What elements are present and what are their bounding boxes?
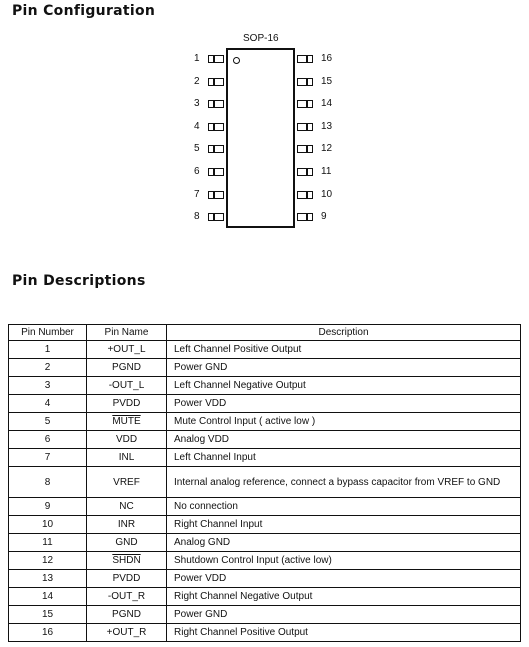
pin-name-cell (87, 552, 167, 570)
pin-name-cell (87, 449, 167, 467)
pin-number-cell-text: 12 (41, 555, 54, 566)
pin-number-cell-text: 9 (44, 501, 51, 512)
header-pin-name: Pin Name (87, 325, 167, 341)
pin-descriptions-heading: Pin Descriptions (12, 273, 146, 289)
pin-number-cell-text: 14 (41, 591, 54, 602)
pin-lead-icon (297, 78, 313, 86)
pin-name-cell-text: +OUT_R (106, 627, 147, 638)
pin-lead-icon (297, 168, 313, 176)
pin-number-left: 8 (194, 211, 200, 223)
table-header-row (9, 325, 521, 341)
pin-number-cell-text: 8 (44, 476, 51, 488)
pin-lead-icon (208, 55, 224, 63)
pin-description-cell (167, 341, 521, 359)
table-row (9, 467, 521, 498)
pin-description-cell-text: Mute Control Input ( active low ) (174, 416, 316, 427)
header-description: Description (167, 325, 521, 341)
pin-number-cell (9, 413, 87, 431)
pin-description-cell (167, 431, 521, 449)
table-row (9, 359, 521, 377)
table-row (9, 377, 521, 395)
table-row (9, 606, 521, 624)
pin-name-cell-text: VDD (115, 434, 138, 445)
pin-description-cell (167, 395, 521, 413)
pin-number-cell (9, 431, 87, 449)
pin-name-cell-text: -OUT_R (107, 591, 146, 602)
pin-name-cell (87, 534, 167, 552)
pin-lead-icon (297, 100, 313, 108)
pin-number-right: 14 (321, 98, 333, 110)
table-row (9, 395, 521, 413)
pin-number-right: 16 (321, 53, 333, 64)
pin-number-right: 15 (321, 75, 333, 87)
pin-descriptions-table (8, 324, 521, 642)
pin-number-cell-text: 13 (41, 573, 54, 584)
pin-number-right: 12 (321, 143, 333, 155)
table-row (9, 516, 521, 534)
pin-number-cell (9, 498, 87, 516)
pin-description-cell (167, 570, 521, 588)
pin-lead-icon (208, 168, 224, 176)
pin-name-cell (87, 516, 167, 534)
pin-number-cell (9, 516, 87, 534)
pin-description-cell-text: Power GND (174, 609, 228, 620)
table-row (9, 570, 521, 588)
pin-name-cell-text: VREF (113, 476, 140, 488)
pin-name-cell-text: PGND (112, 362, 141, 373)
pin-description-cell-text: Power GND (174, 362, 228, 373)
table-row (9, 449, 521, 467)
pin-number-right: 9 (321, 211, 327, 223)
pin-description-cell-text: Right Channel Positive Output (174, 627, 308, 638)
pin-number-cell-text: 4 (44, 398, 51, 409)
pin-description-cell (167, 449, 521, 467)
pin-description-cell-text: Left Channel Negative Output (174, 380, 306, 391)
pin-description-cell (167, 498, 521, 516)
pin-name-cell-text: INL (118, 452, 135, 463)
pin-description-cell-text: Internal analog reference, connect a bypass capacitor from VREF to GND (174, 476, 501, 488)
pin-name-cell-text: -OUT_L (108, 380, 145, 391)
pin-description-cell (167, 467, 521, 498)
pin-number-cell-text: 15 (41, 609, 54, 620)
pin-number-cell-text: 16 (41, 627, 54, 638)
pin-lead-icon (297, 145, 313, 153)
pin-description-cell (167, 588, 521, 606)
pin-number-right: 11 (321, 166, 332, 177)
package-label: SOP-16 (243, 33, 279, 44)
pin-description-cell-text: Analog GND (174, 537, 231, 548)
pin-name-cell-text: INR (117, 519, 136, 530)
pin-description-cell-text: No connection (174, 501, 238, 512)
pin-number-cell (9, 377, 87, 395)
table-row (9, 552, 521, 570)
pin-number-cell (9, 588, 87, 606)
pin-number-left: 2 (194, 75, 200, 87)
pin-lead-icon (208, 78, 224, 86)
pin-configuration-heading: Pin Configuration (12, 3, 156, 19)
pin-lead-icon (208, 191, 224, 199)
pin-number-cell (9, 395, 87, 413)
pin-description-cell (167, 377, 521, 395)
pin-number-cell-text: 6 (44, 434, 51, 445)
pin-description-cell-text: Left Channel Positive Output (174, 344, 302, 355)
pin-number-cell-text: 10 (41, 519, 54, 530)
pin-description-cell (167, 624, 521, 642)
pin-lead-icon (208, 100, 224, 108)
pin-name-cell-text: PGND (112, 609, 141, 620)
pin-description-cell-text: Right Channel Negative Output (174, 591, 313, 602)
pin-name-cell (87, 341, 167, 359)
pin-lead-icon (208, 145, 224, 153)
pin-number-cell (9, 341, 87, 359)
pin-number-cell (9, 570, 87, 588)
pin-name-cell-text: +OUT_L (107, 344, 146, 355)
pin-description-cell-text: Shutdown Control Input (active low) (174, 555, 332, 566)
pin-name-cell-text: PVDD (112, 398, 141, 409)
pin-name-cell-text: PVDD (112, 573, 141, 584)
pin-lead-icon (208, 213, 224, 221)
pin-description-cell (167, 552, 521, 570)
pin-number-cell (9, 359, 87, 377)
pin-number-cell (9, 606, 87, 624)
pin-number-cell-text: 11 (42, 537, 53, 548)
pin-number-cell-text: 2 (44, 362, 51, 373)
pin-number-left: 4 (194, 120, 200, 132)
pin-lead-icon (208, 123, 224, 131)
pin-number-cell-text: 1 (44, 344, 51, 355)
pin-number-right: 10 (321, 188, 333, 200)
pin-name-cell (87, 467, 167, 498)
pin-name-cell (87, 359, 167, 377)
pin-name-cell (87, 413, 167, 431)
pin-name-cell-text: MUTE (112, 416, 141, 427)
pin-name-cell (87, 624, 167, 642)
pin-number-left: 6 (194, 166, 200, 177)
pin-number-cell (9, 552, 87, 570)
pin-description-cell-text: Right Channel Input (174, 519, 263, 530)
table-row (9, 413, 521, 431)
pin-name-cell (87, 606, 167, 624)
header-pin-number: Pin Number (9, 325, 87, 341)
pin-name-cell (87, 588, 167, 606)
pin-description-cell (167, 516, 521, 534)
pin-number-left: 5 (194, 143, 200, 155)
pin-name-cell-text: SHDN (112, 555, 141, 566)
table-row (9, 498, 521, 516)
table-row (9, 431, 521, 449)
pin-name-cell-text: GND (115, 537, 138, 548)
pin-lead-icon (297, 55, 313, 63)
pin-name-cell (87, 377, 167, 395)
pin-number-right: 13 (321, 120, 333, 132)
table-row (9, 534, 521, 552)
pin-name-cell (87, 431, 167, 449)
pin-name-cell (87, 498, 167, 516)
ic-body (226, 48, 295, 228)
pin-name-cell (87, 570, 167, 588)
pin-number-cell-text: 7 (44, 452, 51, 463)
pin-description-cell-text: Power VDD (174, 398, 227, 409)
pin-description-cell-text: Analog VDD (174, 434, 230, 445)
pin-lead-icon (297, 123, 313, 131)
table-row (9, 588, 521, 606)
pin-number-left: 7 (194, 188, 200, 200)
pin-description-cell (167, 606, 521, 624)
pin-number-cell-text: 3 (44, 380, 51, 391)
pin-number-cell (9, 624, 87, 642)
pin-lead-icon (297, 191, 313, 199)
pin-name-cell (87, 395, 167, 413)
pin-number-cell (9, 534, 87, 552)
pin-number-cell (9, 467, 87, 498)
pin-description-cell (167, 359, 521, 377)
table-row (9, 624, 521, 642)
pin1-marker-icon (233, 57, 240, 64)
ic-package-diagram (0, 0, 529, 240)
pin-description-cell (167, 413, 521, 431)
pin-name-cell-text: NC (119, 501, 134, 512)
pin-description-cell-text: Left Channel Input (174, 452, 256, 463)
table-row (9, 341, 521, 359)
pin-description-cell (167, 534, 521, 552)
pin-number-left: 3 (194, 98, 200, 110)
pin-number-cell (9, 449, 87, 467)
pin-lead-icon (297, 213, 313, 221)
pin-number-left: 1 (194, 53, 200, 64)
pin-description-cell-text: Power VDD (174, 573, 227, 584)
pin-number-cell-text: 5 (44, 416, 51, 427)
